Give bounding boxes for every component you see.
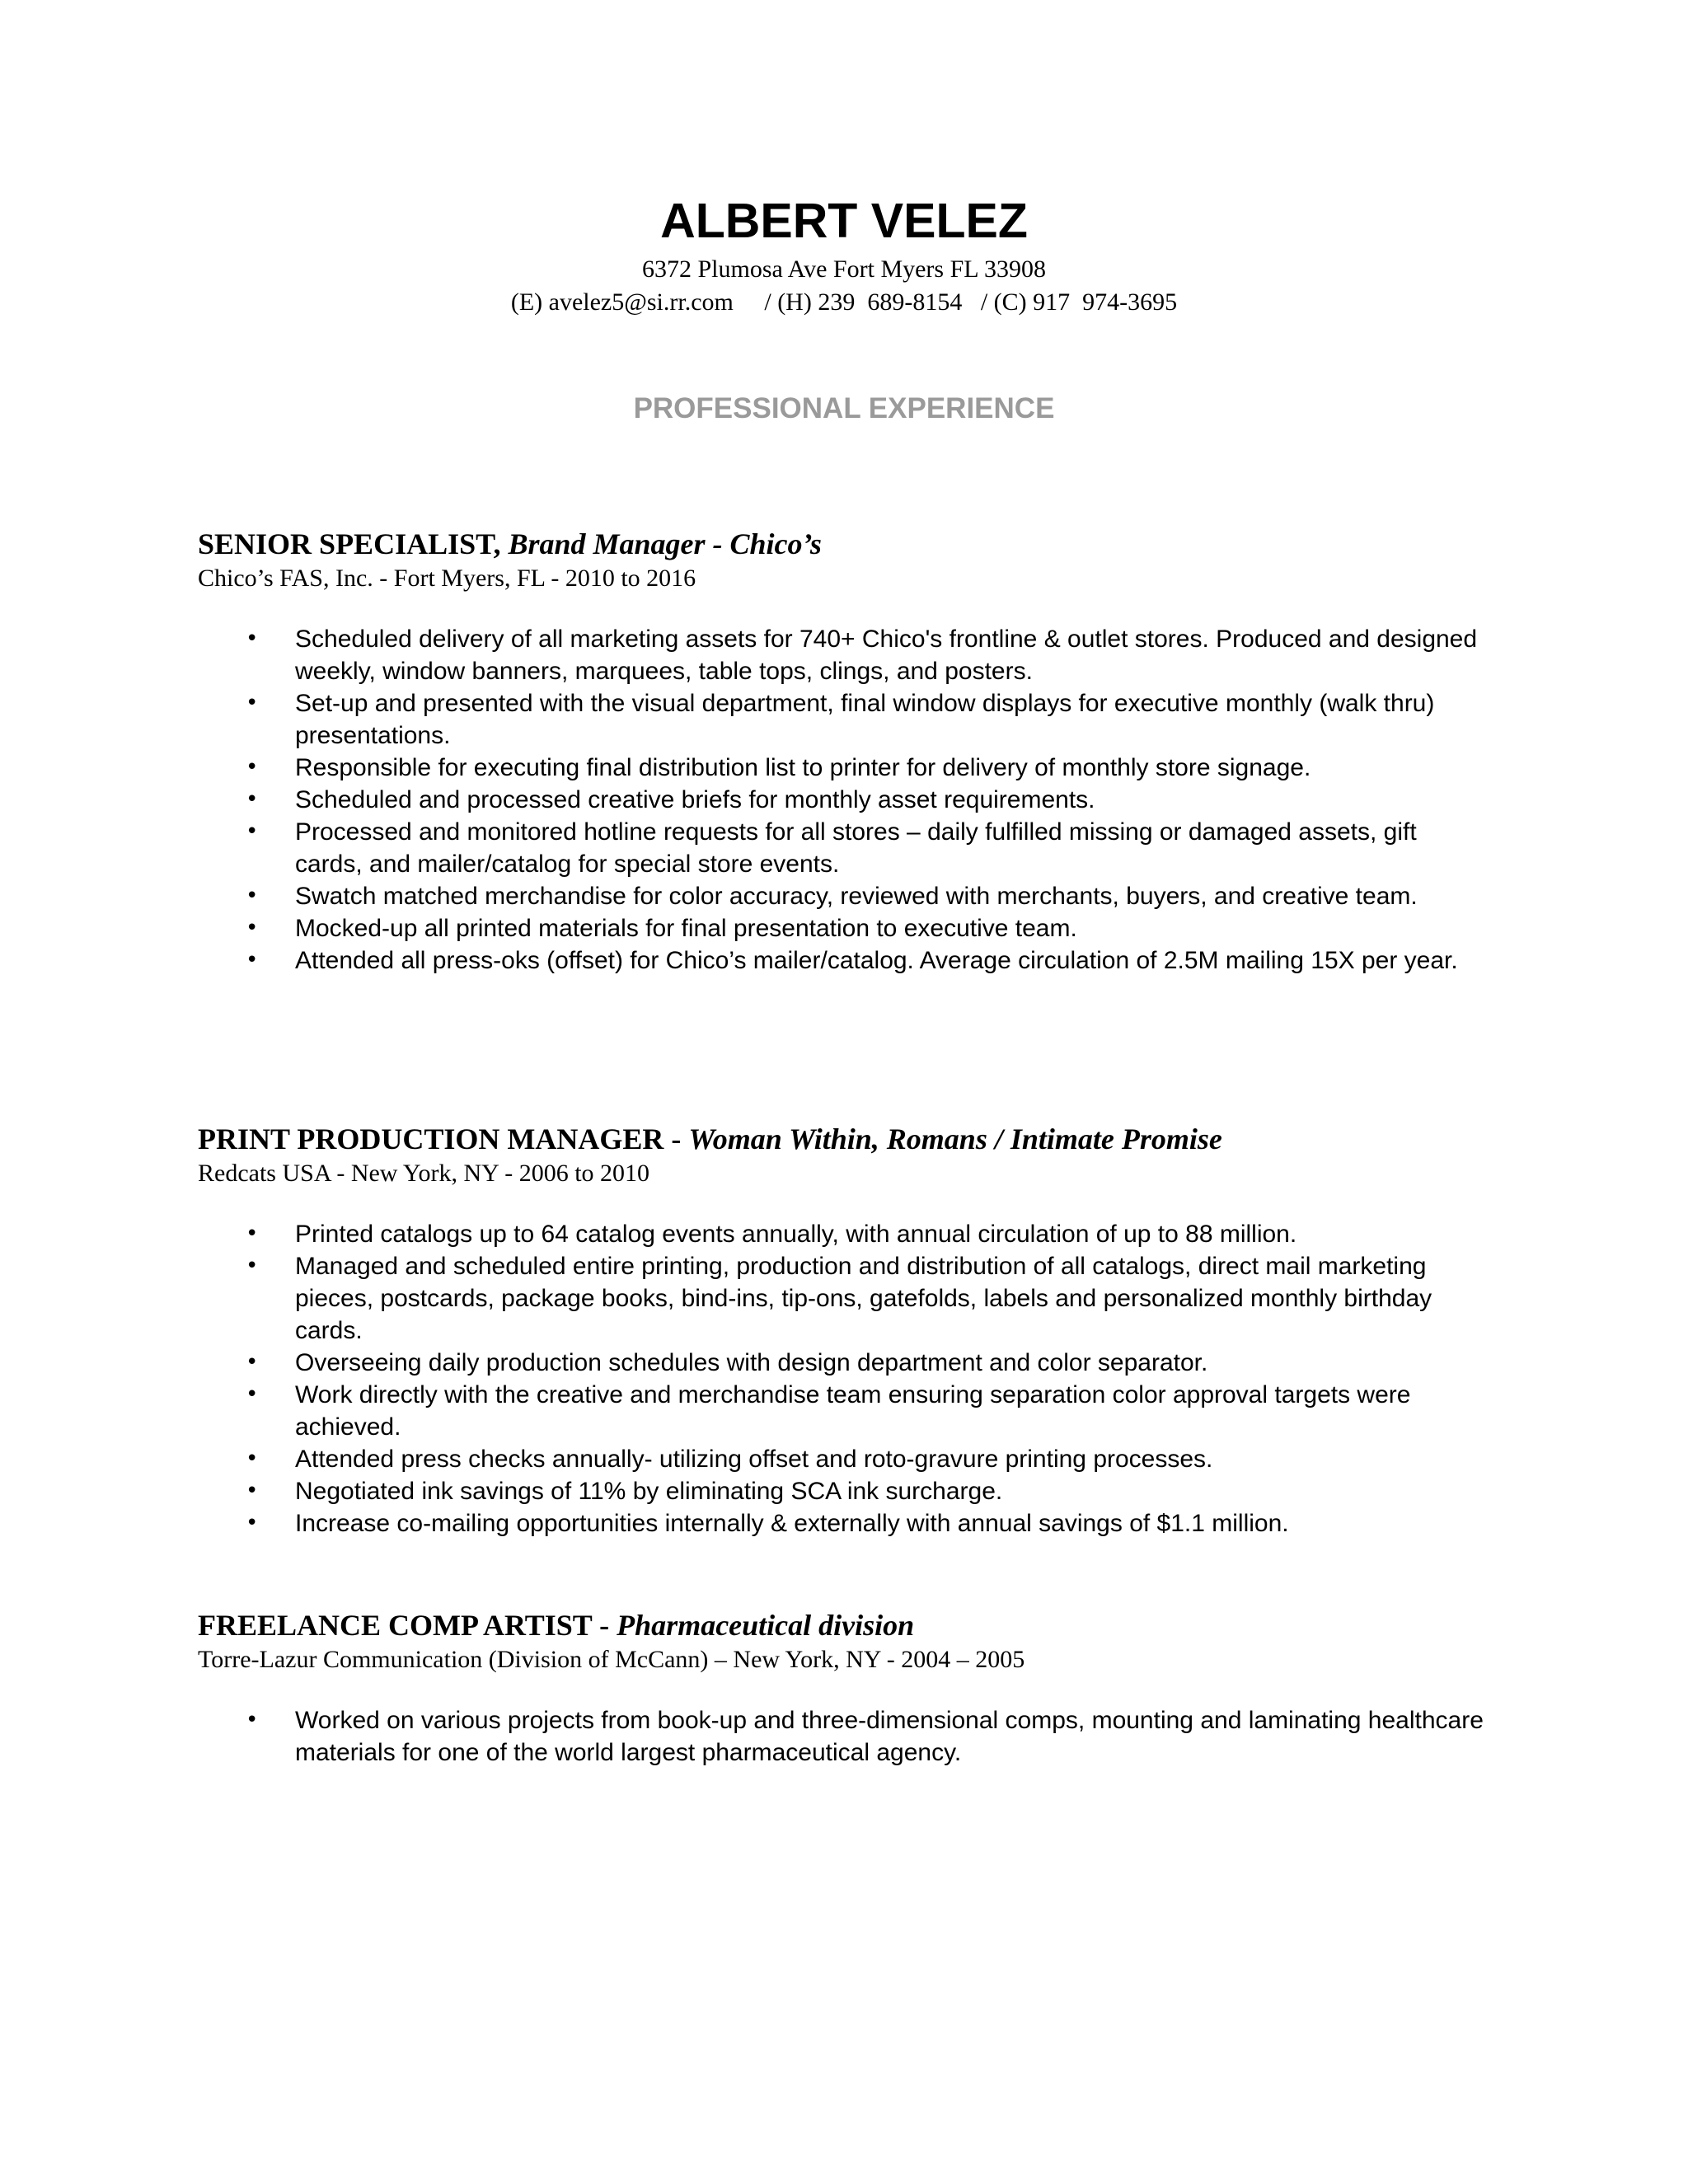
list-item: • Responsible for executing final distribution list to printer for delivery of monthly store signage.: [198, 752, 1484, 784]
list-item: • Attended press checks annually- utilizing offset and roto-gravure printing processes.: [198, 1443, 1484, 1475]
bullet-icon: •: [246, 948, 259, 972]
job-title: [198, 1607, 1484, 1643]
list-item: • Printed catalogs up to 64 catalog events annually, with annual circulation of up to 88 million.: [198, 1218, 1484, 1250]
bullet-icon: •: [246, 1708, 259, 1732]
list-item: • Work directly with the creative and merchandise team ensuring separation color approval targets were achieved.: [198, 1379, 1484, 1443]
list-item: • Processed and monitored hotline requests for all stores – daily fulfilled missing or damaged assets, gift cards, and mailer/catalog for special store events.: [198, 816, 1484, 880]
job-company: Chico’s FAS, Inc. - Fort Myers, FL - 2010 to 2016: [198, 565, 696, 592]
job-title: [198, 526, 1484, 562]
job-role: PRINT PRODUCTION MANAGER: [198, 1122, 664, 1155]
candidate-name: ALBERT VELEZ: [660, 194, 1028, 248]
list-item: • Swatch matched merchandise for color accuracy, reviewed with merchants, buyers, and creative team.: [198, 880, 1484, 912]
list-item: • Scheduled and processed creative briefs for monthly asset requirements.: [198, 784, 1484, 816]
job-entry: [198, 1607, 1484, 1769]
job-subtitle: Pharmaceutical division: [617, 1609, 915, 1642]
bullet-icon: •: [246, 787, 259, 812]
bullet-icon: •: [246, 1382, 259, 1407]
bullet-icon: •: [246, 1446, 259, 1471]
list-item: • Scheduled delivery of all marketing assets for 740+ Chico's frontline & outlet stores. Produced and designed weekly, window banners, marquees, table tops, clings, and posters.: [198, 623, 1484, 687]
job-company: Redcats USA - New York, NY - 2006 to 2010: [198, 1160, 650, 1187]
job-bullet-list: [198, 1218, 1484, 1540]
list-item: • Attended all press-oks (offset) for Chico’s mailer/catalog. Average circulation of 2.5M mailing 15X per year.: [198, 944, 1484, 977]
list-item: • Increase co-mailing opportunities internally & externally with annual savings of $1.1 million.: [198, 1507, 1484, 1540]
bullet-icon: •: [246, 883, 259, 908]
list-item: • Set-up and presented with the visual department, final window displays for executive monthly (walk thru) presentations.: [198, 687, 1484, 752]
list-item: • Mocked-up all printed materials for final presentation to executive team.: [198, 912, 1484, 944]
section-title-professional-experience: PROFESSIONAL EXPERIENCE: [633, 392, 1055, 424]
job-company: Torre-Lazur Communication (Division of McCann) – New York, NY - 2004 – 2005: [198, 1646, 1025, 1673]
bullet-icon: •: [246, 916, 259, 940]
list-item: • Overseeing daily production schedules with design department and color separator.: [198, 1347, 1484, 1379]
job-role: SENIOR SPECIALIST,: [198, 527, 501, 560]
job-bullet-list: [198, 1704, 1484, 1769]
job-title-separator: -: [592, 1609, 617, 1642]
address-line: 6372 Plumosa Ave Fort Myers FL 33908: [641, 255, 1046, 283]
job-subtitle: Brand Manager - Chico’s: [508, 527, 822, 560]
bullet-icon: •: [246, 626, 259, 651]
job-title-separator: -: [663, 1122, 689, 1155]
bullet-icon: •: [246, 1511, 259, 1535]
list-item: • Managed and scheduled entire printing, production and distribution of all catalogs, direct mail marketing pieces, postcards, package books, bind-ins, tip-ons, gatefolds, labels and personalized monthly birthday cards.: [198, 1250, 1484, 1347]
bullet-icon: •: [246, 1221, 259, 1246]
list-item: • Negotiated ink savings of 11% by eliminating SCA ink surcharge.: [198, 1475, 1484, 1507]
job-title: [198, 1121, 1484, 1157]
contact-line: (E) avelez5@si.rr.com / (H) 239 689-8154 / (C) 917 974-3695: [510, 288, 1178, 316]
bullet-icon: •: [246, 819, 259, 844]
bullet-icon: •: [246, 755, 259, 780]
job-subtitle: Woman Within, Romans / Intimate Promise: [688, 1122, 1222, 1155]
bullet-icon: •: [246, 1350, 259, 1375]
job-bullet-list: [198, 623, 1484, 977]
bullet-icon: •: [246, 1479, 259, 1503]
bullet-icon: •: [246, 1254, 259, 1278]
job-role: FREELANCE COMP ARTIST: [198, 1609, 593, 1642]
list-item: • Worked on various projects from book-up and three-dimensional comps, mounting and laminating healthcare materials for one of the world largest pharmaceutical agency.: [198, 1704, 1484, 1769]
job-entry: [198, 1121, 1484, 1540]
bullet-icon: •: [246, 691, 259, 715]
job-entry: [198, 526, 1484, 977]
